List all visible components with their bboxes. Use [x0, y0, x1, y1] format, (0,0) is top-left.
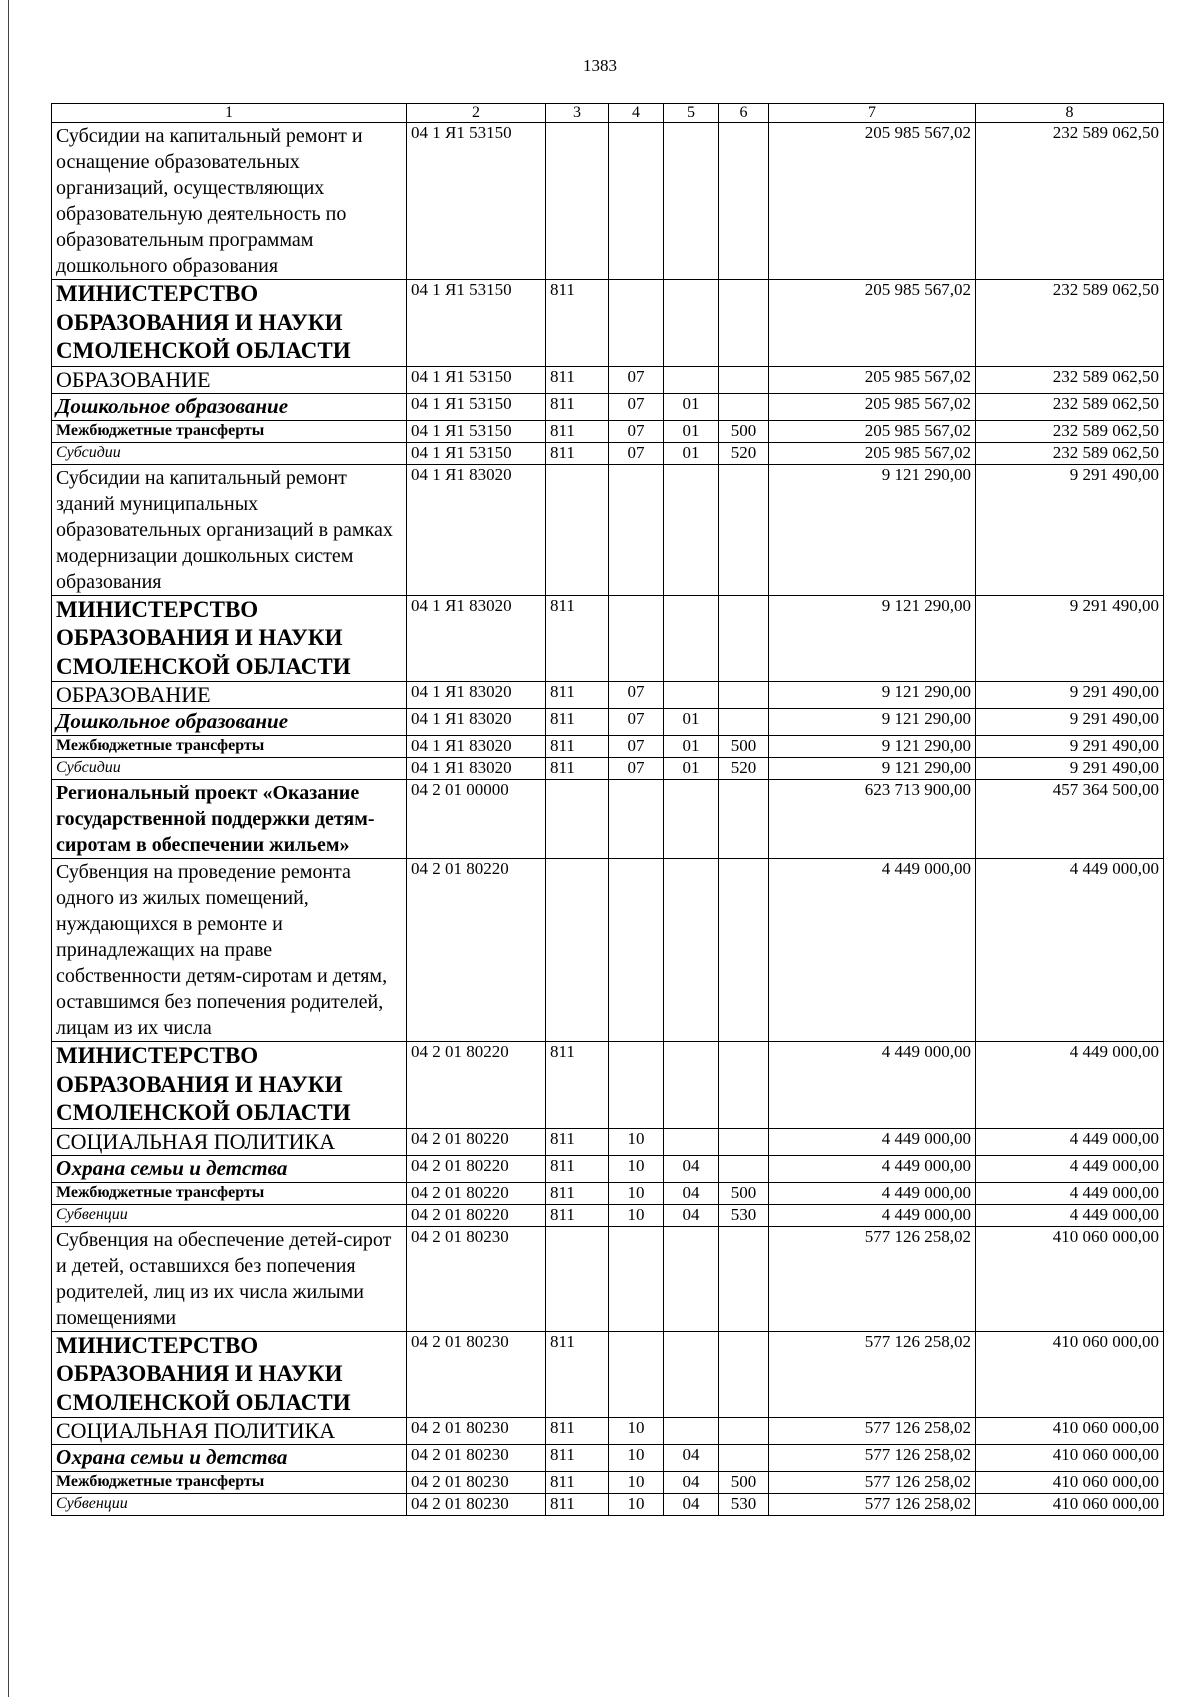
table-row [52, 859, 1164, 1042]
section-code [609, 464, 664, 595]
expense-kind-code: 500 [719, 736, 769, 758]
subsection-code: 04 [664, 1472, 719, 1494]
admin-code: 811 [546, 1494, 609, 1516]
amount-year-2: 9 291 490,00 [976, 682, 1164, 709]
amount-year-2: 410 060 000,00 [976, 1418, 1164, 1445]
amount-year-1: 9 121 290,00 [769, 709, 976, 736]
amount-year-1: 577 126 258,02 [769, 1226, 976, 1331]
subsection-code: 01 [664, 758, 719, 780]
row-name-cell: Региональный проект «Оказание государственной поддержки детям-сиротам в обеспечении жильем» [52, 780, 407, 859]
section-code: 07 [609, 758, 664, 780]
subsection-code: 04 [664, 1204, 719, 1226]
row-name-cell: ОБРАЗОВАНИЕ [52, 366, 407, 393]
row-name-cell: Субсидии на капитальный ремонт и оснащение образовательных организаций, осуществляющих образовательную деятельность по образовательным программам дошкольного образования [52, 123, 407, 280]
expense-kind-code [719, 464, 769, 595]
amount-year-1: 205 985 567,02 [769, 442, 976, 464]
section-code: 10 [609, 1128, 664, 1155]
column-number-header-row [52, 104, 1164, 123]
amount-year-1: 4 449 000,00 [769, 859, 976, 1042]
row-name-cell: СОЦИАЛЬНАЯ ПОЛИТИКА [52, 1128, 407, 1155]
amount-year-1: 4 449 000,00 [769, 1128, 976, 1155]
subsection-code [664, 1128, 719, 1155]
row-name-cell: Субсидии [52, 442, 407, 464]
amount-year-2: 232 589 062,50 [976, 393, 1164, 420]
target-article-code: 04 2 01 80230 [407, 1494, 546, 1516]
section-code: 10 [609, 1204, 664, 1226]
table-row [52, 280, 1164, 367]
page-number: 1383 [583, 56, 617, 75]
subsection-code [664, 595, 719, 682]
row-name-cell: Охрана семьи и детства [52, 1445, 407, 1472]
expense-kind-code [719, 123, 769, 280]
table-row [52, 1155, 1164, 1182]
admin-code [546, 780, 609, 859]
subsection-code [664, 123, 719, 280]
admin-code [546, 464, 609, 595]
expense-kind-code: 530 [719, 1204, 769, 1226]
table-row [52, 1204, 1164, 1226]
table-row [52, 464, 1164, 595]
budget-table [51, 103, 1164, 1516]
amount-year-1: 4 449 000,00 [769, 1155, 976, 1182]
section-code [609, 859, 664, 1042]
row-name-cell: Субсидии [52, 758, 407, 780]
row-name-cell: Субвенция на обеспечение детей-сирот и детей, оставшихся без попечения родителей, лиц из их числа жилыми помещениями [52, 1226, 407, 1331]
admin-code: 811 [546, 366, 609, 393]
target-article-code: 04 2 01 80230 [407, 1445, 546, 1472]
admin-code [546, 859, 609, 1042]
amount-year-2: 410 060 000,00 [976, 1226, 1164, 1331]
section-code [609, 1226, 664, 1331]
admin-code [546, 1226, 609, 1331]
column-header: 7 [769, 104, 976, 123]
subsection-code [664, 1226, 719, 1331]
target-article-code: 04 2 01 80230 [407, 1226, 546, 1331]
amount-year-2: 9 291 490,00 [976, 464, 1164, 595]
subsection-code [664, 682, 719, 709]
subsection-code: 04 [664, 1494, 719, 1516]
subsection-code: 01 [664, 736, 719, 758]
column-header: 4 [609, 104, 664, 123]
amount-year-2: 4 449 000,00 [976, 1182, 1164, 1204]
amount-year-1: 577 126 258,02 [769, 1418, 976, 1445]
target-article-code: 04 1 Я1 83020 [407, 464, 546, 595]
admin-code: 811 [546, 1042, 609, 1129]
target-article-code: 04 2 01 80220 [407, 1155, 546, 1182]
row-name-cell: Дошкольное образование [52, 393, 407, 420]
row-name-cell: МИНИСТЕРСТВО ОБРАЗОВАНИЯ И НАУКИ СМОЛЕНСКОЙ ОБЛАСТИ [52, 595, 407, 682]
column-header: 8 [976, 104, 1164, 123]
target-article-code: 04 1 Я1 53150 [407, 123, 546, 280]
table-row [52, 595, 1164, 682]
target-article-code: 04 2 01 80220 [407, 1182, 546, 1204]
admin-code [546, 123, 609, 280]
target-article-code: 04 1 Я1 53150 [407, 442, 546, 464]
table-row [52, 682, 1164, 709]
amount-year-1: 4 449 000,00 [769, 1182, 976, 1204]
amount-year-2: 232 589 062,50 [976, 123, 1164, 280]
amount-year-2: 410 060 000,00 [976, 1331, 1164, 1418]
amount-year-1: 4 449 000,00 [769, 1204, 976, 1226]
section-code [609, 780, 664, 859]
table-row [52, 123, 1164, 280]
expense-kind-code: 520 [719, 758, 769, 780]
amount-year-1: 205 985 567,02 [769, 366, 976, 393]
admin-code: 811 [546, 1418, 609, 1445]
amount-year-2: 232 589 062,50 [976, 366, 1164, 393]
table-row [52, 758, 1164, 780]
expense-kind-code [719, 682, 769, 709]
admin-code: 811 [546, 280, 609, 367]
section-code: 10 [609, 1494, 664, 1516]
expense-kind-code [719, 1128, 769, 1155]
column-header: 1 [52, 104, 407, 123]
expense-kind-code [719, 366, 769, 393]
target-article-code: 04 1 Я1 53150 [407, 280, 546, 367]
table-row [52, 1042, 1164, 1129]
expense-kind-code [719, 859, 769, 1042]
amount-year-1: 623 713 900,00 [769, 780, 976, 859]
row-name-cell: Субвенции [52, 1494, 407, 1516]
admin-code: 811 [546, 1445, 609, 1472]
amount-year-1: 4 449 000,00 [769, 1042, 976, 1129]
admin-code: 811 [546, 595, 609, 682]
admin-code: 811 [546, 1472, 609, 1494]
row-name-cell: СОЦИАЛЬНАЯ ПОЛИТИКА [52, 1418, 407, 1445]
amount-year-2: 9 291 490,00 [976, 709, 1164, 736]
expense-kind-code: 520 [719, 442, 769, 464]
expense-kind-code [719, 1226, 769, 1331]
section-code [609, 123, 664, 280]
target-article-code: 04 1 Я1 83020 [407, 595, 546, 682]
row-name-cell: МИНИСТЕРСТВО ОБРАЗОВАНИЯ И НАУКИ СМОЛЕНСКОЙ ОБЛАСТИ [52, 280, 407, 367]
section-code: 07 [609, 709, 664, 736]
subsection-code [664, 1042, 719, 1129]
admin-code: 811 [546, 758, 609, 780]
subsection-code: 01 [664, 393, 719, 420]
amount-year-2: 4 449 000,00 [976, 1155, 1164, 1182]
subsection-code: 04 [664, 1155, 719, 1182]
amount-year-2: 410 060 000,00 [976, 1494, 1164, 1516]
expense-kind-code [719, 1418, 769, 1445]
expense-kind-code: 530 [719, 1494, 769, 1516]
subsection-code: 04 [664, 1445, 719, 1472]
expense-kind-code [719, 1445, 769, 1472]
section-code: 07 [609, 366, 664, 393]
expense-kind-code: 500 [719, 1472, 769, 1494]
subsection-code: 01 [664, 709, 719, 736]
subsection-code [664, 780, 719, 859]
amount-year-1: 577 126 258,02 [769, 1494, 976, 1516]
amount-year-2: 4 449 000,00 [976, 1204, 1164, 1226]
amount-year-2: 9 291 490,00 [976, 736, 1164, 758]
column-header: 2 [407, 104, 546, 123]
expense-kind-code [719, 1331, 769, 1418]
amount-year-1: 205 985 567,02 [769, 123, 976, 280]
amount-year-2: 4 449 000,00 [976, 1128, 1164, 1155]
table-row [52, 420, 1164, 442]
amount-year-2: 232 589 062,50 [976, 420, 1164, 442]
amount-year-1: 205 985 567,02 [769, 393, 976, 420]
target-article-code: 04 1 Я1 83020 [407, 682, 546, 709]
table-row [52, 393, 1164, 420]
amount-year-2: 4 449 000,00 [976, 859, 1164, 1042]
target-article-code: 04 1 Я1 53150 [407, 366, 546, 393]
amount-year-2: 410 060 000,00 [976, 1472, 1164, 1494]
table-row [52, 1331, 1164, 1418]
section-code: 10 [609, 1472, 664, 1494]
section-code: 10 [609, 1155, 664, 1182]
amount-year-1: 577 126 258,02 [769, 1445, 976, 1472]
amount-year-1: 9 121 290,00 [769, 682, 976, 709]
amount-year-1: 577 126 258,02 [769, 1472, 976, 1494]
admin-code: 811 [546, 1182, 609, 1204]
table-row [52, 1226, 1164, 1331]
expense-kind-code [719, 1155, 769, 1182]
section-code: 10 [609, 1182, 664, 1204]
row-name-cell: Охрана семьи и детства [52, 1155, 407, 1182]
table-row [52, 1494, 1164, 1516]
column-header: 3 [546, 104, 609, 123]
admin-code: 811 [546, 442, 609, 464]
expense-kind-code [719, 280, 769, 367]
admin-code: 811 [546, 736, 609, 758]
amount-year-2: 232 589 062,50 [976, 442, 1164, 464]
expense-kind-code: 500 [719, 420, 769, 442]
target-article-code: 04 2 01 80230 [407, 1331, 546, 1418]
row-name-cell: Субвенция на проведение ремонта одного из жилых помещений, нуждающихся в ремонте и принадлежащих на праве собственности детям-сиротам и детям, оставшимся без попечения родителей, лицам из их числа [52, 859, 407, 1042]
subsection-code: 04 [664, 1182, 719, 1204]
row-name-cell: Межбюджетные трансферты [52, 420, 407, 442]
target-article-code: 04 2 01 80220 [407, 1204, 546, 1226]
admin-code: 811 [546, 393, 609, 420]
admin-code: 811 [546, 420, 609, 442]
column-header: 5 [664, 104, 719, 123]
target-article-code: 04 2 01 00000 [407, 780, 546, 859]
amount-year-2: 232 589 062,50 [976, 280, 1164, 367]
subsection-code [664, 366, 719, 393]
table-row [52, 1182, 1164, 1204]
section-code: 07 [609, 682, 664, 709]
amount-year-1: 9 121 290,00 [769, 595, 976, 682]
amount-year-1: 9 121 290,00 [769, 758, 976, 780]
amount-year-1: 9 121 290,00 [769, 464, 976, 595]
target-article-code: 04 1 Я1 83020 [407, 758, 546, 780]
admin-code: 811 [546, 1204, 609, 1226]
subsection-code [664, 464, 719, 595]
subsection-code: 01 [664, 442, 719, 464]
expense-kind-code [719, 709, 769, 736]
section-code [609, 595, 664, 682]
section-code: 07 [609, 442, 664, 464]
table-row [52, 442, 1164, 464]
table-row [52, 366, 1164, 393]
table-row [52, 1418, 1164, 1445]
section-code: 07 [609, 736, 664, 758]
target-article-code: 04 1 Я1 83020 [407, 736, 546, 758]
section-code [609, 280, 664, 367]
amount-year-1: 9 121 290,00 [769, 736, 976, 758]
amount-year-2: 9 291 490,00 [976, 595, 1164, 682]
amount-year-1: 205 985 567,02 [769, 280, 976, 367]
section-code [609, 1042, 664, 1129]
expense-kind-code [719, 393, 769, 420]
admin-code: 811 [546, 1155, 609, 1182]
column-header: 6 [719, 104, 769, 123]
target-article-code: 04 2 01 80230 [407, 1418, 546, 1445]
target-article-code: 04 1 Я1 83020 [407, 709, 546, 736]
amount-year-2: 457 364 500,00 [976, 780, 1164, 859]
amount-year-1: 577 126 258,02 [769, 1331, 976, 1418]
expense-kind-code: 500 [719, 1182, 769, 1204]
amount-year-2: 9 291 490,00 [976, 758, 1164, 780]
subsection-code [664, 1331, 719, 1418]
expense-kind-code [719, 1042, 769, 1129]
target-article-code: 04 2 01 80220 [407, 1128, 546, 1155]
row-name-cell: МИНИСТЕРСТВО ОБРАЗОВАНИЯ И НАУКИ СМОЛЕНСКОЙ ОБЛАСТИ [52, 1042, 407, 1129]
target-article-code: 04 2 01 80220 [407, 1042, 546, 1129]
admin-code: 811 [546, 1331, 609, 1418]
target-article-code: 04 2 01 80220 [407, 859, 546, 1042]
subsection-code [664, 859, 719, 1042]
table-row [52, 736, 1164, 758]
scan-margin-line [8, 0, 9, 1697]
admin-code: 811 [546, 1128, 609, 1155]
row-name-cell: ОБРАЗОВАНИЕ [52, 682, 407, 709]
table-row [52, 780, 1164, 859]
row-name-cell: МИНИСТЕРСТВО ОБРАЗОВАНИЯ И НАУКИ СМОЛЕНСКОЙ ОБЛАСТИ [52, 1331, 407, 1418]
row-name-cell: Субвенции [52, 1204, 407, 1226]
target-article-code: 04 1 Я1 53150 [407, 420, 546, 442]
section-code [609, 1331, 664, 1418]
amount-year-1: 205 985 567,02 [769, 420, 976, 442]
admin-code: 811 [546, 682, 609, 709]
row-name-cell: Межбюджетные трансферты [52, 1472, 407, 1494]
subsection-code [664, 280, 719, 367]
section-code: 07 [609, 420, 664, 442]
table-row [52, 709, 1164, 736]
row-name-cell: Дошкольное образование [52, 709, 407, 736]
expense-kind-code [719, 595, 769, 682]
row-name-cell: Субсидии на капитальный ремонт зданий муниципальных образовательных организаций в рамках модернизации дошкольных систем образования [52, 464, 407, 595]
amount-year-2: 4 449 000,00 [976, 1042, 1164, 1129]
table-row [52, 1128, 1164, 1155]
expense-kind-code [719, 780, 769, 859]
subsection-code [664, 1418, 719, 1445]
section-code: 10 [609, 1418, 664, 1445]
table-row [52, 1472, 1164, 1494]
section-code: 07 [609, 393, 664, 420]
subsection-code: 01 [664, 420, 719, 442]
target-article-code: 04 1 Я1 53150 [407, 393, 546, 420]
target-article-code: 04 2 01 80230 [407, 1472, 546, 1494]
admin-code: 811 [546, 709, 609, 736]
row-name-cell: Межбюджетные трансферты [52, 1182, 407, 1204]
section-code: 10 [609, 1445, 664, 1472]
table-row [52, 1445, 1164, 1472]
row-name-cell: Межбюджетные трансферты [52, 736, 407, 758]
amount-year-2: 410 060 000,00 [976, 1445, 1164, 1472]
